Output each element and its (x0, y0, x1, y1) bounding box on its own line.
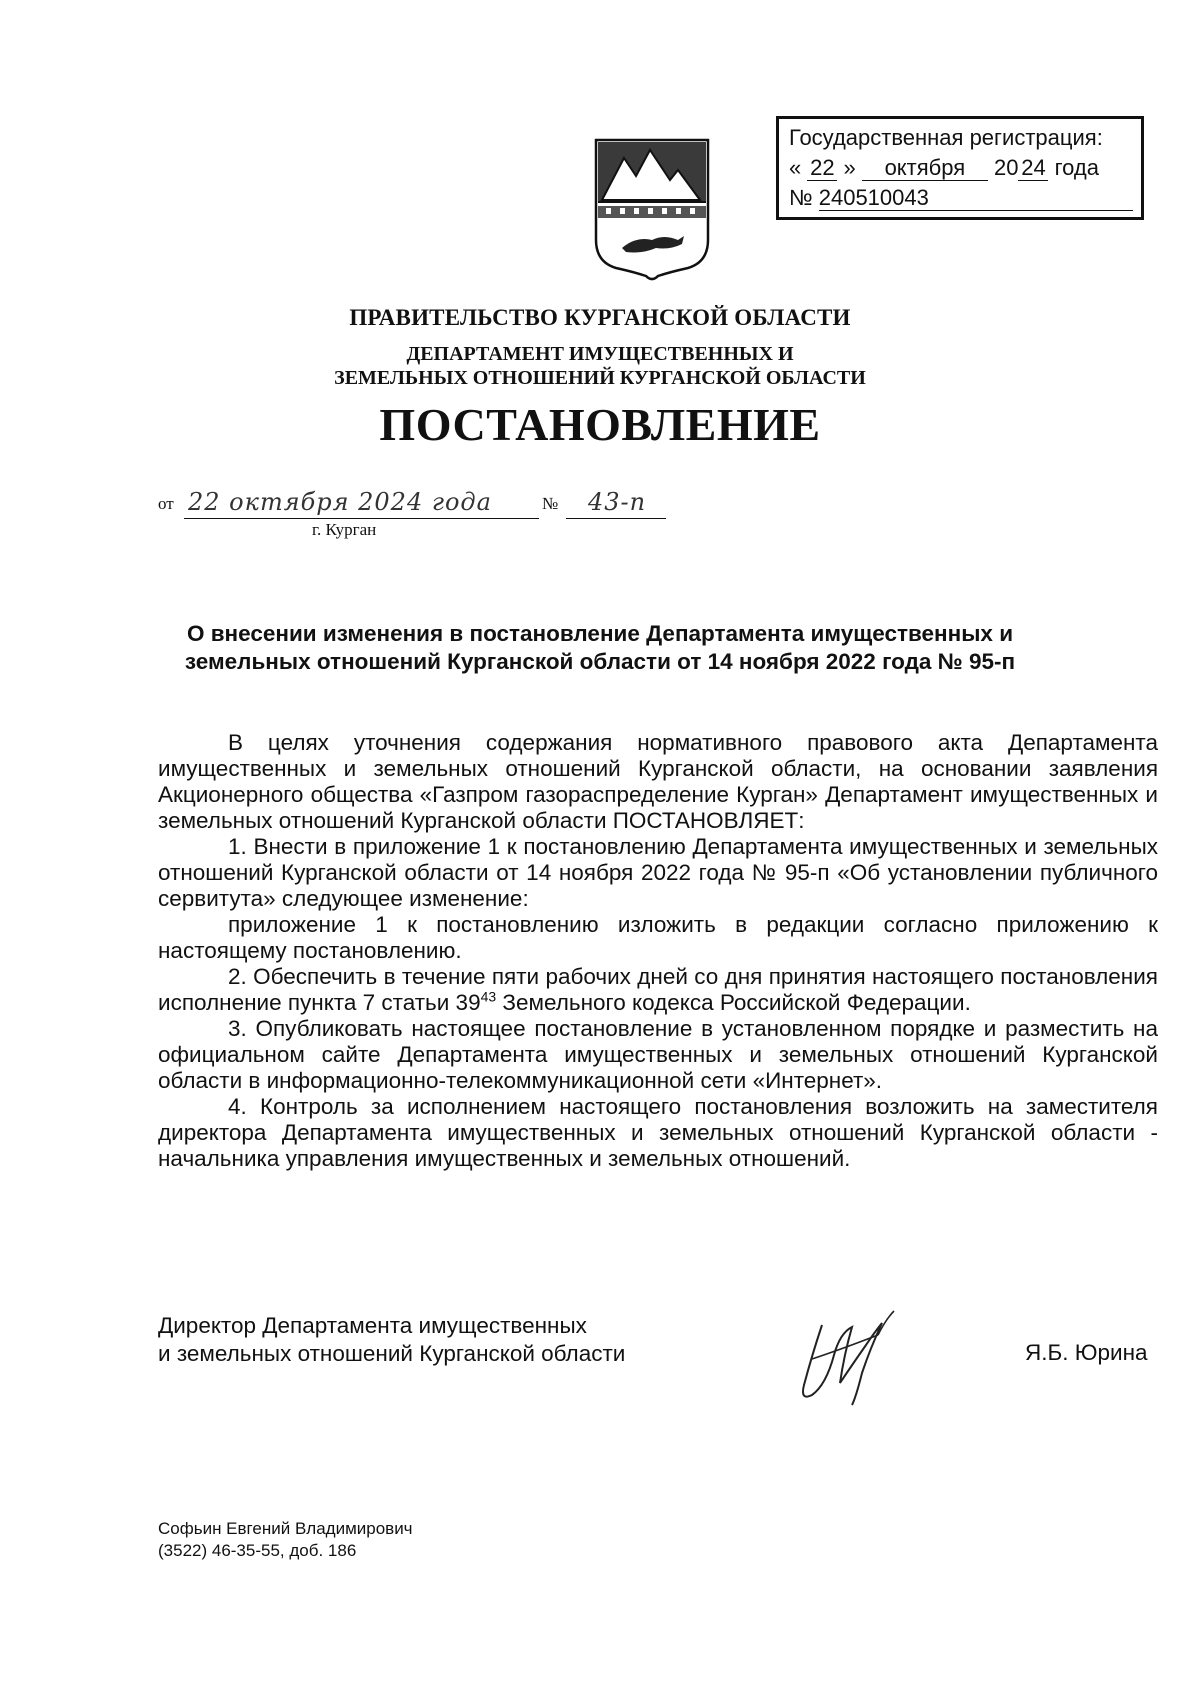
stamp-date-row: « 22 » октября 20 24 года (789, 155, 1099, 180)
number-sign: № (542, 494, 559, 513)
stamp-number-row: № 240510043 (789, 183, 1131, 213)
executor-name: Софьин Евгений Владимирович (158, 1519, 413, 1538)
executor-info (158, 1518, 413, 1562)
coat-of-arms-icon (592, 136, 712, 286)
stamp-month: октября (862, 156, 988, 181)
paragraph-item-2: 2. Обеспечить в течение пяти рабочих дней со дня принятия настоящего постановления исполнение пункта 7 статьи $39^{43}$ Земельного кодекса Российской Федерации. (158, 964, 1158, 1015)
paragraph-item-1: 1. Внести в приложение 1 к постановлению Департамента имущественных и земельных отношений Курганской области от 14 ноября 2022 года № 95-п «Об установлении публичного сервитута» следующее изменение: (158, 834, 1158, 911)
stamp-number: 240510043 (819, 186, 1133, 211)
document-type: ПОСТАНОВЛЕНИЕ (379, 399, 821, 450)
stamp-title: Государственная регистрация: (789, 125, 1103, 150)
paragraph-item-1-change: приложение 1 к постановлению изложить в редакции согласно приложению к настоящему постановлению. (158, 912, 1158, 963)
signatory-name: Я.Б. Юрина (1025, 1340, 1148, 1365)
registration-stamp (776, 116, 1144, 220)
paragraph-preamble: В целях уточнения содержания нормативного правового акта Департамента имущественных и земельных отношений Курганской области, на основании заявления Акционерного общества «Газпром газораспределение Курган» Департамент имущественных и земельных отношений Курганской области ПОСТАНОВЛЯЕТ: (158, 730, 1158, 833)
stamp-day: 22 (807, 156, 837, 181)
document-body (158, 730, 1158, 1172)
executor-phone: (3522) 46-35-55, доб. 186 (158, 1541, 357, 1560)
paragraph-item-3: 3. Опубликовать настоящее постановление в установленном порядке и разместить на официальном сайте Департамента имущественных и земельных отношений Курганской области в информационно-телекоммуникационной сети «Интернет». (158, 1016, 1158, 1093)
document-title: О внесении изменения в постановление Департамента имущественных и земельных отношений Курганской области от 14 ноября 2022 года № 95-п (184, 621, 1016, 674)
number-underline (566, 518, 666, 519)
from-label: от (158, 494, 174, 513)
paragraph-item-4: 4. Контроль за исполнением настоящего постановления возложить на заместителя директора Департамента имущественных и земельных отношений Курганской области - начальника управления имущественных и земельных отношений. (158, 1094, 1158, 1171)
government-name: ПРАВИТЕЛЬСТВО КУРГАНСКОЙ ОБЛАСТИ (349, 305, 851, 330)
department-name: ДЕПАРТАМЕНТ ИМУЩЕСТВЕННЫХ И ЗЕМЕЛЬНЫХ ОТНОШЕНИЙ КУРГАНСКОЙ ОБЛАСТИ (334, 343, 866, 389)
handwritten-signature (782, 1305, 922, 1415)
date-underline (184, 518, 539, 519)
stamp-year: 24 (1018, 156, 1048, 181)
date-number-line (158, 490, 678, 530)
city: г. Курган (312, 520, 377, 539)
handwritten-number: 43-п (588, 488, 647, 516)
signatory-position: Директор Департамента имущественных и земельных отношений Курганской области (158, 1313, 626, 1366)
handwritten-date: 22 октября 2024 года (188, 488, 492, 516)
